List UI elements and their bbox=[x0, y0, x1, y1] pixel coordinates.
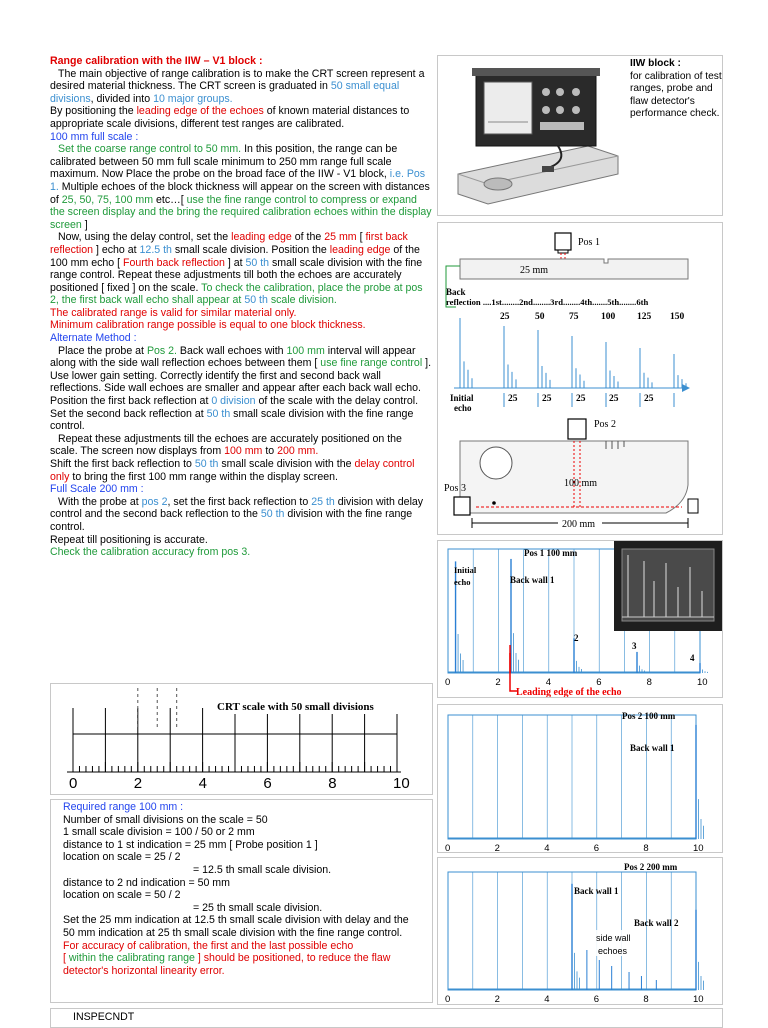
intro-paragraph-2: By positioning the leading edge of the echoes of known material distances to appropriate scale divisions, different test ranges are calibrated. bbox=[50, 105, 410, 130]
initial-label: Initial bbox=[450, 393, 474, 403]
calc-line-8: = 25 th small scale division. bbox=[193, 901, 323, 914]
chart-tick-label: 8 bbox=[643, 994, 649, 1004]
crt-scale bbox=[51, 684, 432, 794]
footer-bar bbox=[50, 1008, 723, 1028]
echo-value-4: 100 bbox=[601, 312, 616, 322]
calc-heading: Required range 100 mm : bbox=[63, 801, 184, 813]
echo-values bbox=[500, 312, 685, 322]
probe-pos3 bbox=[454, 497, 470, 515]
thickness-label: 25 mm bbox=[520, 265, 549, 276]
paragraph-1: Set the coarse range control to 50 mm. In this position, the range can be calibrated between 50 mm full scale minimum to 250 mm range full scale maximum. Now Place the probe on the broad face of the IIW - V1 block, i.e. Pos 1. Multiple echoes of the block thickness will appear on the screen with distances of 25, 50, 75, 100 mm etc…[ use the fine range control to compress or expand the screen display and the bring the required calibration echoes within the display screen ] bbox=[50, 143, 432, 231]
iiw-block-hole bbox=[480, 447, 512, 479]
chart-tick-label: 0 bbox=[445, 843, 451, 852]
chart-tick-label: 2 bbox=[494, 843, 500, 852]
chart-pos2-200-side1: side wall bbox=[596, 933, 631, 943]
chart-pos1-initial: Initial bbox=[454, 565, 477, 575]
echo-value-6: 150 bbox=[670, 312, 685, 322]
paragraph-4b: Shift the first back reflection to 50 th small scale division with the delay control only to bring the first 100 mm range within the display screen. bbox=[50, 458, 415, 483]
chart-pos1 bbox=[438, 541, 722, 697]
paragraph-3: Place the probe at Pos 2. Back wall echoes with 100 mm interval will appear along with the side wall reflection echoes between them [ use fine range control ]. Use lower gain setting. Correctly identify the first and second back wall reflections. Side wall echoes are smaller and appear after each back wall echo. Position the first back reflection at 0 division of the scale with the delay control. Set the second back reflection at 50 th small scale division with the fine range control. bbox=[50, 344, 432, 433]
echo-ascan bbox=[460, 318, 686, 388]
echo-value-1: 25 bbox=[500, 312, 510, 322]
chart-pos1-panel bbox=[437, 540, 723, 698]
chart-tick-label: 0 bbox=[445, 994, 451, 1004]
reflection-row: reflection ....1st........2nd........3rd........4th.......5th........6th bbox=[446, 297, 649, 307]
chart-pos2-200-bw1: Back wall 1 bbox=[574, 886, 619, 896]
probe-pos1 bbox=[555, 233, 571, 250]
note-similar-material: The calibrated range is valid for similar material only. bbox=[50, 306, 297, 319]
section-title: Range calibration with the IIW – V1 block : bbox=[50, 55, 263, 67]
calc-line-5: = 12.5 th small scale division. bbox=[193, 863, 332, 876]
iiw-caption-title: IIW block : bbox=[630, 58, 681, 69]
iiw-block-image bbox=[458, 146, 618, 204]
photo-panel bbox=[437, 55, 723, 216]
chart-pos1-n2: 2 bbox=[574, 633, 579, 643]
chart-pos1-echo: echo bbox=[454, 577, 471, 587]
chart-pos1-bw1: Back wall 1 bbox=[510, 575, 555, 585]
chart-pos2-100-title: Pos 2 100 mm bbox=[622, 711, 676, 721]
crt-scale-panel bbox=[50, 683, 433, 795]
pos2-label: Pos 2 bbox=[594, 419, 616, 430]
crt-scale-tick-label: 10 bbox=[393, 775, 410, 792]
calc-line-4: location on scale = 25 / 2 bbox=[63, 851, 181, 864]
flaw-detector-photo bbox=[438, 56, 628, 215]
chart-pos1-title: Pos 1 100 mm bbox=[524, 548, 578, 558]
calc-accuracy-note-2: [ within the calibrating range ] should be positioned, to reduce the flaw detector's horizontal linearity error. bbox=[63, 952, 391, 977]
interval-3: 25 bbox=[576, 394, 586, 404]
chart-tick-label: 4 bbox=[545, 677, 552, 688]
crt-scale-tick-label: 8 bbox=[328, 775, 337, 792]
distance-200: 200 mm bbox=[562, 519, 596, 530]
paragraph-4: Repeat these adjustments till the echoes are accurately positioned on the scale. The screen now displays from 100 mm to 200 mm. bbox=[50, 432, 402, 458]
crt-scale-tick-label: 0 bbox=[69, 775, 78, 792]
echo-label: echo bbox=[454, 403, 472, 413]
crt-scale-tick-labels bbox=[69, 775, 410, 792]
chart-tick-label: 8 bbox=[646, 677, 652, 688]
calc-line-2: 1 small scale division = 100 / 50 or 2 mm bbox=[63, 826, 255, 839]
subheading-200mm: Full Scale 200 mm : bbox=[50, 483, 144, 496]
crt-scale-title: CRT scale with 50 small divisions bbox=[217, 701, 374, 713]
chart-pos2-200-peaks bbox=[448, 884, 704, 990]
footer-brand: INSPECNDT bbox=[73, 1011, 135, 1023]
echo-value-3: 75 bbox=[569, 312, 579, 322]
chart-pos2-200-bw2: Back wall 2 bbox=[634, 918, 679, 928]
block-diagram-panel bbox=[437, 222, 723, 535]
leading-edge-label: Leading edge of the echo bbox=[516, 687, 622, 697]
calc-accuracy-note: For accuracy of calibration, the first and the last possible echo bbox=[63, 939, 354, 952]
intro-paragraph: The main objective of range calibration is to make the CRT screen represent a desired material thickness. The CRT screen is graduated in 50 small equal divisions, divided into 10 major groups. bbox=[50, 67, 425, 105]
calc-line-6: distance to 2 nd indication = 50 mm bbox=[63, 876, 230, 889]
interval-1: 25 bbox=[508, 394, 518, 404]
iiw-caption-body: for calibration of test ranges, probe and flaw detector's performance check. bbox=[630, 70, 722, 120]
calc-line-1: Number of small divisions on the scale = 50 bbox=[63, 813, 268, 826]
chart-tick-label: 8 bbox=[643, 843, 649, 852]
iiw-block-side bbox=[460, 259, 688, 279]
chart-tick-label: 10 bbox=[693, 843, 704, 852]
chart-pos2-200-title: Pos 2 200 mm bbox=[624, 862, 678, 872]
chart-pos2-100 bbox=[438, 705, 722, 852]
echo-value-5: 125 bbox=[637, 312, 652, 322]
paragraph-5c: Check the calibration accuracy from pos 3. bbox=[50, 546, 251, 559]
subheading-100mm: 100 mm full scale : bbox=[50, 130, 139, 143]
paragraph-5b: Repeat till positioning is accurate. bbox=[50, 533, 208, 546]
chart-tick-label: 6 bbox=[596, 677, 602, 688]
chart-tick-label: 2 bbox=[494, 994, 500, 1004]
interval-2: 25 bbox=[542, 394, 552, 404]
note-minimum-range: Minimum calibration range possible is equal to one block thickness. bbox=[50, 319, 366, 332]
calculation-panel bbox=[50, 799, 433, 1003]
chart-pos1-n3: 3 bbox=[632, 641, 637, 651]
pos3-label: Pos 3 bbox=[444, 483, 466, 494]
chart-tick-label: 4 bbox=[544, 843, 550, 852]
iiw-caption bbox=[630, 58, 722, 121]
chart-tick-label: 0 bbox=[445, 677, 451, 688]
subheading-alternate: Alternate Method : bbox=[50, 332, 137, 345]
distance-100: 100 mm bbox=[564, 478, 598, 489]
crt-scale-tick-label: 4 bbox=[198, 775, 207, 792]
calc-line-3: distance to 1 st indication = 25 mm [ Probe position 1 ] bbox=[63, 838, 318, 851]
chart-tick-label: 6 bbox=[593, 994, 600, 1004]
block-diagram bbox=[438, 223, 722, 534]
chart-pos2-200-panel bbox=[437, 857, 723, 1005]
chart-tick-label: 2 bbox=[495, 677, 501, 688]
chart-pos2-200 bbox=[438, 858, 722, 1004]
calc-line-9: Set the 25 mm indication at 12.5 th small scale division with delay and the 50 mm indication at 25 th small scale division with the fine range control. bbox=[63, 914, 409, 939]
crt-scale-tick-label: 2 bbox=[133, 775, 143, 792]
pos1-label: Pos 1 bbox=[578, 237, 600, 248]
paragraph-5: With the probe at pos 2, set the first back reflection to 25 th division with delay control and the second back reflection to the 50 th division with the fine range control. bbox=[50, 495, 424, 533]
paragraph-2: Now, using the delay control, set the leading edge of the 25 mm [ first back reflection ] echo at 12.5 th small scale division. Position the leading edge of the 100 mm echo [ Fourth back reflection ] at 50 th small scale division with the fine range control. Repeat these adjustments till both the echoes are accurately positioned [ fixed ] on the scale. To check the calibration, place the probe at pos 2, the first back wall echo shall appear at 50 th scale division. bbox=[50, 231, 423, 307]
calc-line-7: location on scale = 50 / 2 bbox=[63, 889, 181, 902]
back-label: Back bbox=[446, 287, 466, 297]
chart-tick-label: 6 bbox=[593, 843, 600, 852]
chart-tick-label: 10 bbox=[693, 994, 704, 1004]
crt-scale-tick-label: 6 bbox=[263, 775, 272, 792]
main-text bbox=[50, 55, 432, 559]
echo-value-2: 50 bbox=[535, 312, 545, 322]
interval-5: 25 bbox=[644, 394, 654, 404]
chart-pos2-100-panel bbox=[437, 704, 723, 853]
interval-4: 25 bbox=[609, 394, 619, 404]
chart-tick-label: 10 bbox=[697, 677, 708, 688]
chart-pos2-100-bw1: Back wall 1 bbox=[630, 743, 675, 753]
chart-pos1-n4: 4 bbox=[690, 653, 695, 663]
probe-pos2 bbox=[568, 419, 586, 439]
chart-tick-label: 4 bbox=[544, 994, 550, 1004]
chart-pos2-200-side2: echoes bbox=[598, 946, 628, 956]
